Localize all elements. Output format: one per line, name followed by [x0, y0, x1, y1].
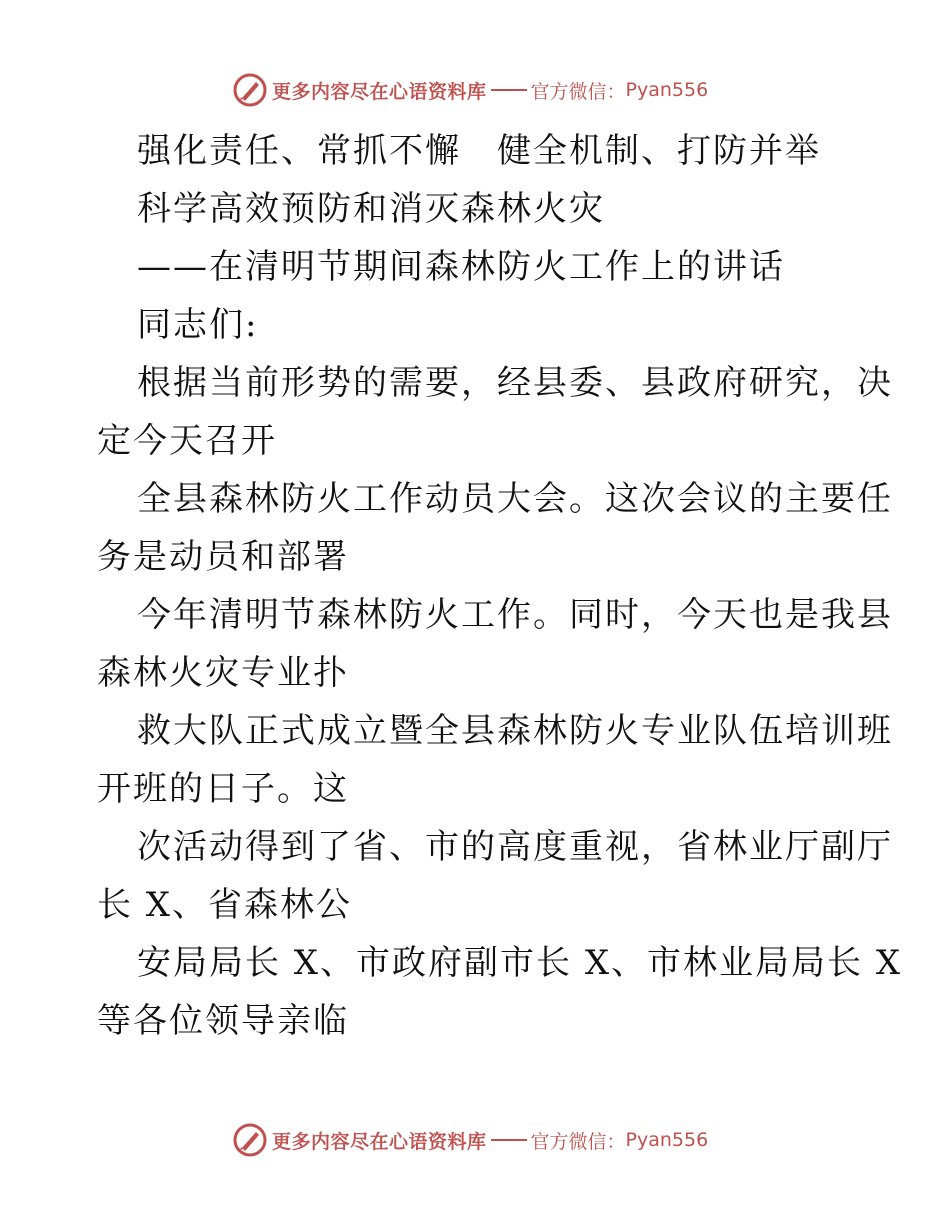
pen-logo-icon	[232, 72, 268, 108]
banner-wechat-label: 官方微信：	[530, 1130, 626, 1153]
banner-brand-text: 更多内容尽在心语资料库	[272, 1130, 487, 1153]
banner-wechat-id: Pyan556	[625, 79, 709, 101]
paragraph-line: 全县森林防火工作动员大会。这次会议的主要任	[137, 479, 893, 519]
header-banner	[232, 70, 752, 110]
paragraph-line: 森林火灾专业扑	[97, 653, 349, 693]
footer-banner	[232, 1120, 752, 1160]
paragraph-line: 安局局长 X、市政府副市长 X、市林业局局长 X	[137, 943, 903, 983]
paragraph-line: 务是动员和部署	[97, 537, 349, 577]
paragraph-line: 次活动得到了省、市的高度重视，省林业厅副厅	[137, 827, 893, 867]
paragraph-line: 根据当前形势的需要，经县委、县政府研究，决	[137, 363, 893, 403]
paragraph-line: 等各位领导亲临	[97, 1001, 349, 1041]
banner-wechat-id: Pyan556	[625, 1129, 709, 1151]
pen-logo-icon	[232, 1122, 268, 1158]
banner-wechat-label: 官方微信：	[530, 80, 626, 103]
paragraph-line: 救大队正式成立暨全县森林防火专业队伍培训班	[137, 711, 893, 751]
banner-dash	[491, 1139, 527, 1141]
title-line-1: 强化责任、常抓不懈 健全机制、打防并举	[137, 131, 821, 171]
paragraph-line: 开班的日子。这	[97, 769, 349, 809]
paragraph-line: 定今天召开	[97, 421, 277, 461]
salutation: 同志们:	[137, 305, 259, 345]
document-body	[97, 122, 903, 1050]
paragraph-line: 长 X、省森林公	[97, 885, 353, 925]
banner-brand-text: 更多内容尽在心语资料库	[272, 80, 487, 103]
paragraph-line: 今年清明节森林防火工作。同时，今天也是我县	[137, 595, 893, 635]
title-line-2: 科学高效预防和消灭森林火灾	[137, 189, 605, 229]
banner-dash	[491, 89, 527, 91]
subtitle-line: ——在清明节期间森林防火工作上的讲话	[137, 247, 785, 287]
